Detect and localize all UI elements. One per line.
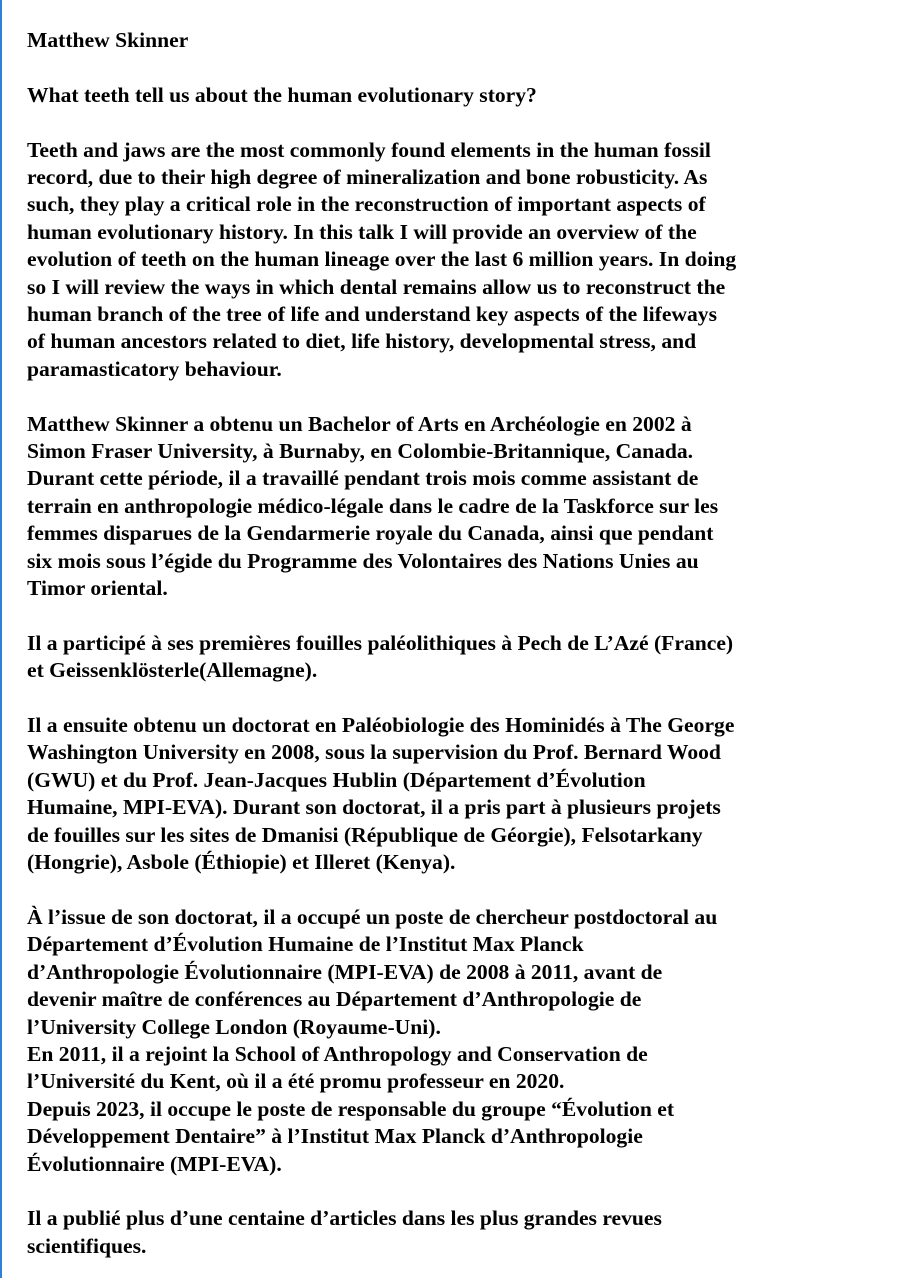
speaker-name: Matthew Skinner	[27, 28, 189, 52]
talk-abstract: Teeth and jaws are the most commonly found elements in the human fossil record, due to their high degree of mineralization and bone robusticity. As such, they play a critical role in the reconstruction of important aspects of human evolutionary history. In this talk I will provide an overview of the evolution of teeth on the human lineage over the last 6 million years. In doing so I will review the ways in which dental remains allow us to reconstruct the human branch of the tree of life and understand key aspects of the lifeways of human ancestors related to diet, life history, developmental stress, and paramasticatory behaviour.	[27, 137, 737, 381]
bio-paragraph-excavations: Il a participé à ses premières fouilles paléolithiques à Pech de L’Azé (France) et Geissenklösterle(Allemagne).	[27, 630, 734, 683]
bio-paragraph-mpi-eva: Depuis 2023, il occupe le poste de responsable du groupe “Évolution et Développement Dentaire” à l’Institut Max Planck d’Anthropologie Évolutionnaire (MPI-EVA).	[27, 1096, 675, 1176]
bio-paragraph-education: Matthew Skinner a obtenu un Bachelor of Arts en Archéologie en 2002 à Simon Fraser University, à Burnaby, en Colombie-Britannique, Canada. Durant cette période, il a travaillé pendant trois mois comme assistant de terrain en anthropologie médico-légale dans le cadre de la Taskforce sur les femmes disparues de la Gendarmerie royale du Canada, ainsi que pendant six mois sous l’égide du Programme des Volontaires des Nations Unies au Timor oriental.	[27, 411, 719, 601]
document-body	[27, 27, 887, 1288]
bio-paragraph-postdoc: À l’issue de son doctorat, il a occupé un poste de chercheur postdoctoral au Département d’Évolution Humaine de l’Institut Max Planck d’Anthropologie Évolutionnaire (MPI-EVA) de 2008 à 2011, avant de devenir maître de conférences au Département d’Anthropologie de l’University College London (Royaume-Uni).	[27, 904, 718, 1039]
bio-paragraph-publications: Il a publié plus d’une centaine d’articles dans les plus grandes revues scientifiques.	[27, 1206, 662, 1258]
bio-paragraph-doctorate: Il a ensuite obtenu un doctorat en Paléobiologie des Hominidés à The George Washington University en 2008, sous la supervision du Prof. Bernard Wood (GWU) et du Prof. Jean-Jacques Hublin (Département d’Évolution Humaine, MPI-EVA). Durant son doctorat, il a pris part à plusieurs projets de fouilles sur les sites de Dmanisi (République de Géorgie), Felsotarkany (Hongrie), Asbole (Éthiopie) et Illeret (Kenya).	[27, 713, 735, 875]
bio-paragraph-kent: En 2011, il a rejoint la School of Anthropology and Conservation de l’Université du Kent, où il a été promu professeur en 2020.	[27, 1041, 648, 1094]
talk-title: What teeth tell us about the human evolutionary story?	[27, 82, 537, 107]
